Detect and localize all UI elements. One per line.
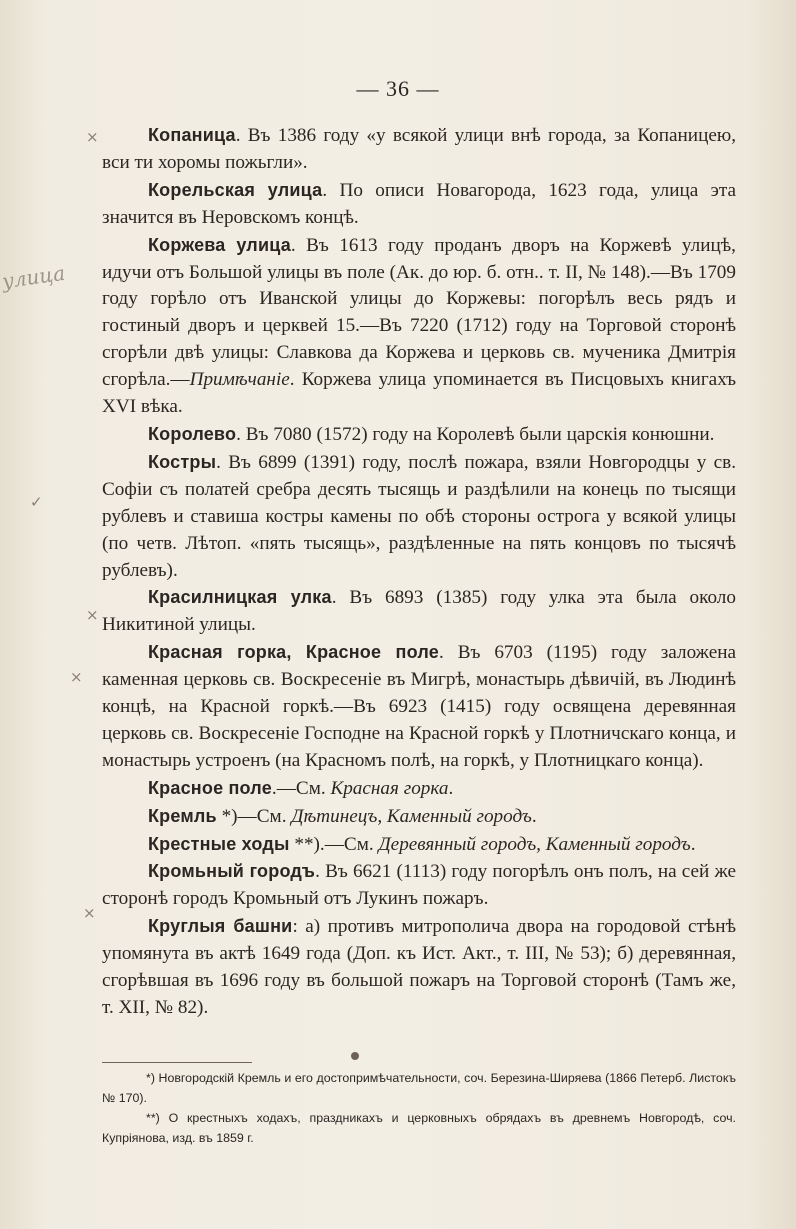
margin-mark: ✓	[30, 493, 43, 511]
entry-text: : а) противъ митрополича двора на городовой стѣнѣ упомянута въ актѣ 1649 года (Доп. къ Ист. Акт., т. III, № 53); б) деревянная, сгорѣвшая въ 1696 году въ большой пожаръ на Торговой сторонѣ (Тамъ же, т. XII, № 82).	[102, 916, 736, 1018]
entry-text: . По описи Новагорода, 1623 года, улица эта значится въ Неровскомъ концѣ.	[102, 179, 736, 228]
entry-text: . Въ 6621 (1113) году погорѣлъ онъ полъ, на сей же сторонѣ городъ Кромьный отъ Лукинъ пожаръ.	[102, 861, 737, 910]
entry-headword: Костры	[148, 451, 217, 472]
entry	[102, 831, 736, 859]
entry-italic: Примѣчаніе	[189, 369, 290, 391]
margin-mark: ×	[83, 904, 96, 922]
entry-italic: Красная горка	[330, 777, 449, 799]
entry	[102, 858, 736, 913]
entry-text-tail: .	[531, 805, 537, 827]
entry-headword: Кремль	[148, 805, 217, 826]
entry-italic: Деревянный городъ, Каменный городъ	[378, 833, 691, 855]
entry-text: . Въ 6703 (1195) году заложена каменная церковь св. Воскресеніе въ Мигрѣ, монастырь дѣвичій, въ Людинѣ концѣ, на Красной горкѣ.—Въ 6923 (1415) году освящена деревянная церковь св. Воскресеніе Господне на Красной горкѣ у Плотничскаго конца, и монастырь устроенъ (на Красномъ полѣ, на горкѣ, у Плотницкаго конца).	[102, 642, 736, 771]
margin-mark: ×	[70, 668, 83, 686]
margin-handwriting: улица	[0, 260, 67, 294]
entry-text: *)—См.	[216, 805, 292, 827]
entry-headword: Коржева улица	[148, 234, 291, 255]
margin-mark: ×	[86, 606, 99, 624]
entry-headword: Крестные ходы	[148, 833, 290, 854]
entry	[102, 177, 736, 232]
body-text	[102, 122, 736, 1022]
entry-text-tail: . Коржева улица упоминается въ Писцовыхъ книгахъ XVI вѣка.	[102, 369, 736, 418]
entry-text: **).—См.	[289, 833, 379, 855]
footnote: *) Новгородскій Кремль и его достопримѣчательности, соч. Березина-Ширяева (1866 Петерб. Листокъ № 170).	[102, 1071, 736, 1105]
entry	[102, 775, 736, 803]
ink-blot	[351, 1052, 359, 1060]
page-number: — 36 —	[356, 76, 440, 101]
entry-text: .—См.	[271, 777, 331, 799]
entry-text: . Въ 7080 (1572) году на Королевѣ были царскія конюшни.	[236, 423, 715, 445]
entry-headword: Корельская улица	[148, 179, 323, 200]
entry-text: . Въ 1386 году «у всякой улици внѣ города, за Копаницею, вси ти хоромы пожьгли».	[102, 125, 736, 173]
entry	[102, 421, 736, 449]
footnote: **) О крестныхъ ходахъ, праздникахъ и церковныхъ обрядахъ въ древнемъ Новгородѣ, соч. Купріянова, изд. въ 1859 г.	[102, 1111, 736, 1145]
entry-text-tail: .	[448, 777, 454, 799]
entry-headword: Кромьный городъ	[148, 861, 316, 882]
entry	[102, 449, 736, 585]
footnote-divider	[102, 1062, 252, 1063]
entry-text: . Въ 6899 (1391) году, послѣ пожара, взяли Новгородцы у св. Софіи съ полатей сребра десять тысящь и раздѣлили на конець по тысящи рублевъ и ставиша костры камены по обѣ стороны острога у всякой улицы (по четв. Лѣтоп. «пять тысящь», раздѣленные на пять концовъ по тысячѣ рублевъ).	[102, 451, 736, 581]
entry-headword: Копаница	[148, 125, 236, 145]
entry	[102, 639, 736, 775]
entry-headword: Красилницкая улка	[148, 587, 332, 608]
entry-text: . Въ 6893 (1385) году улка эта была около Никитиной улицы.	[102, 587, 736, 636]
entry	[102, 913, 736, 1022]
entry-headword: Красная горка, Красное поле	[148, 642, 439, 663]
footnotes	[102, 1068, 736, 1148]
entry-headword: Королево	[148, 423, 237, 444]
entry	[102, 122, 736, 177]
entry	[102, 803, 736, 831]
entry-text-tail: .	[690, 833, 696, 855]
margin-mark: ×	[86, 128, 99, 146]
entry	[102, 232, 736, 421]
entry-headword: Круглыя башни	[148, 916, 293, 937]
entry-headword: Красное поле	[148, 777, 272, 798]
entry-text: . Въ 1613 году проданъ дворъ на Коржевѣ улицѣ, идучи отъ Большой улицы въ поле (Ак. до юр. б. отн.. т. II, № 148).—Въ 1709 году горѣло отъ Иванской улицы до Коржевы: погорѣлъ весь рядъ и гостиный дворъ и церквей 15.—Въ 7220 (1712) году на Торговой сторонѣ сгорѣли двѣ улицы: Славкова да Коржева и церковь св. мученика Дмитрія сгорѣла.—	[102, 234, 736, 391]
entry-italic: Дѣтинецъ, Каменный городъ	[291, 805, 532, 827]
entry	[102, 584, 736, 639]
